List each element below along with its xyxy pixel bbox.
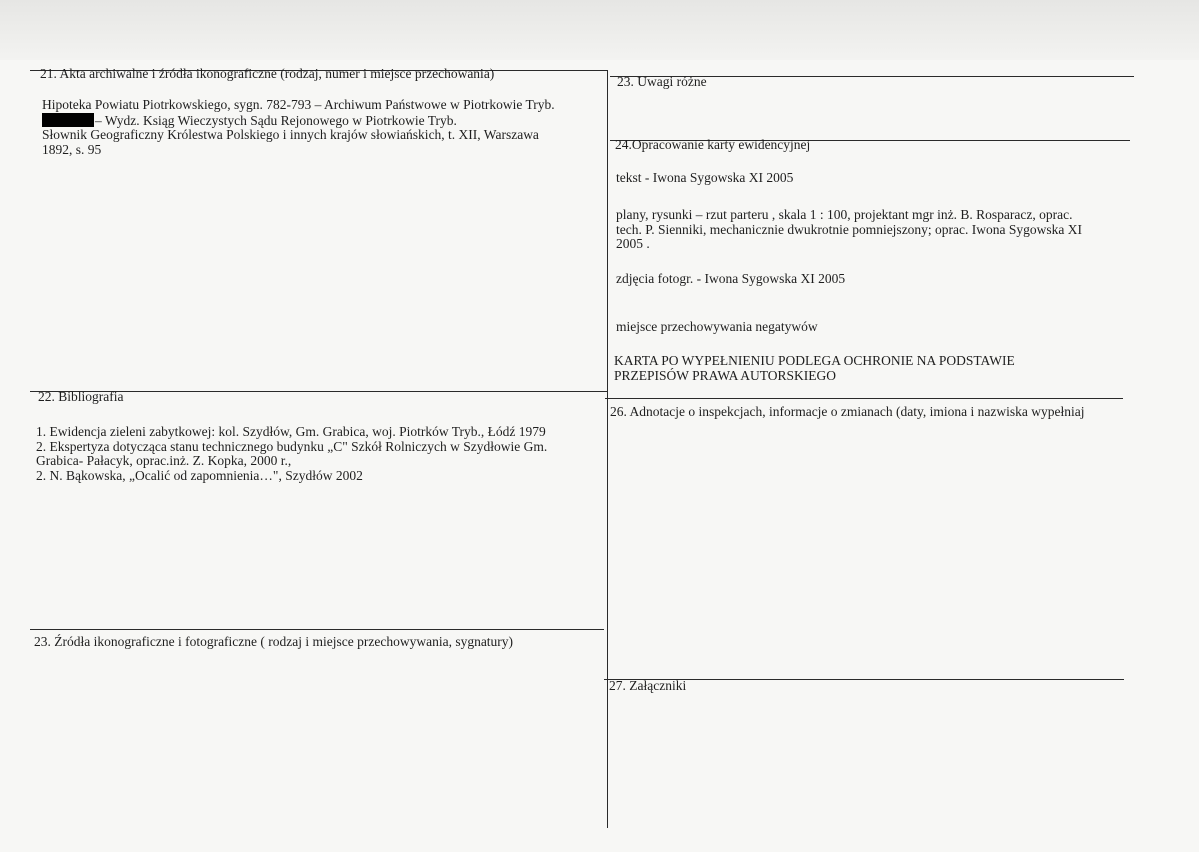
- section-24-title: 24.Opracowanie karty ewidencyjnej: [615, 137, 811, 152]
- s24-negatywy: miejsce przechowywania negatywów: [616, 319, 818, 334]
- s24-karta-line-2: PRZEPISÓW PRAWA AUTORSKIEGO: [614, 367, 836, 383]
- s22-line-4: 2. N. Bąkowska, „Ocalić od zapomnienia…", Szydłów 2002: [36, 467, 363, 483]
- s24-zdjecia: zdjęcia fotogr. - Iwona Sygowska XI 2005: [616, 271, 846, 286]
- section-22-title: 22. Bibliografia: [38, 389, 124, 404]
- column-divider: [607, 70, 608, 828]
- rule-s23l-top: [30, 629, 604, 630]
- redaction-bar: [42, 113, 94, 127]
- s24-tekst: tekst - Iwona Sygowska XI 2005: [616, 170, 794, 185]
- s22-line-2: 2. Ekspertyza dotycząca stanu technicznego budynku „C" Szkół Rolniczych w Szydłowie Gm.: [36, 438, 548, 454]
- s24-karta: [614, 354, 1015, 383]
- section-23-right-title: 23. Uwagi różne: [617, 74, 707, 89]
- s24-plany-line-1: plany, rysunki – rzut parteru , skala 1 : 100, projektant mgr inż. B. Rosparacz, oprac.: [616, 207, 1073, 222]
- s24-plany-line-2: tech. P. Sienniki, mechanicznie dwukrotnie pomniejszony; oprac. Iwona Sygowska XI: [616, 221, 1083, 237]
- s24-karta-line-1: KARTA PO WYPEŁNIENIU PODLEGA OCHRONIE NA PODSTAWIE: [614, 353, 1015, 368]
- s21-line-3: Słownik Geograficzny Królestwa Polskiego i innych krajów słowiańskich, t. XII, Warszawa: [42, 127, 539, 142]
- section-23-left-title: 23. Źródła ikonograficzne i fotograficzne ( rodzaj i miejsce przechowywania, sygnatury): [34, 634, 514, 649]
- section-21-content: [42, 98, 555, 157]
- s21-line-2: – Wydz. Ksiąg Wieczystych Sądu Rejonowego w Piotrkowie Tryb.: [42, 113, 555, 129]
- s22-line-1: 1. Ewidencja zieleni zabytkowej: kol. Szydłów, Gm. Grabica, woj. Piotrków Tryb., Łódź 1979: [36, 424, 546, 439]
- section-27-title: 27. Załączniki: [609, 678, 687, 693]
- section-21-title: 21. Akta archiwalne i źródła ikonograficzne (rodzaj, numer i miejsce przechowania): [40, 66, 495, 81]
- s21-line-4: 1892, s. 95: [42, 141, 102, 157]
- s24-plany-line-3: 2005 .: [616, 236, 650, 251]
- s24-plany: [616, 208, 1082, 252]
- s22-line-3: Grabica- Pałacyk, oprac.inż. Z. Kopka, 2000 r.,: [36, 453, 292, 468]
- s21-line-1: Hipoteka Powiatu Piotrkowskiego, sygn. 782-793 – Archiwum Państwowe w Piotrkowie Tryb.: [42, 97, 555, 112]
- scan-top-band: [0, 0, 1199, 60]
- section-22-content: [36, 425, 547, 483]
- section-26-title: 26. Adnotacje o inspekcjach, informacje o zmianach (daty, imiona i nazwiska wypełniaj: [610, 404, 1085, 419]
- rule-s26-top: [605, 398, 1123, 399]
